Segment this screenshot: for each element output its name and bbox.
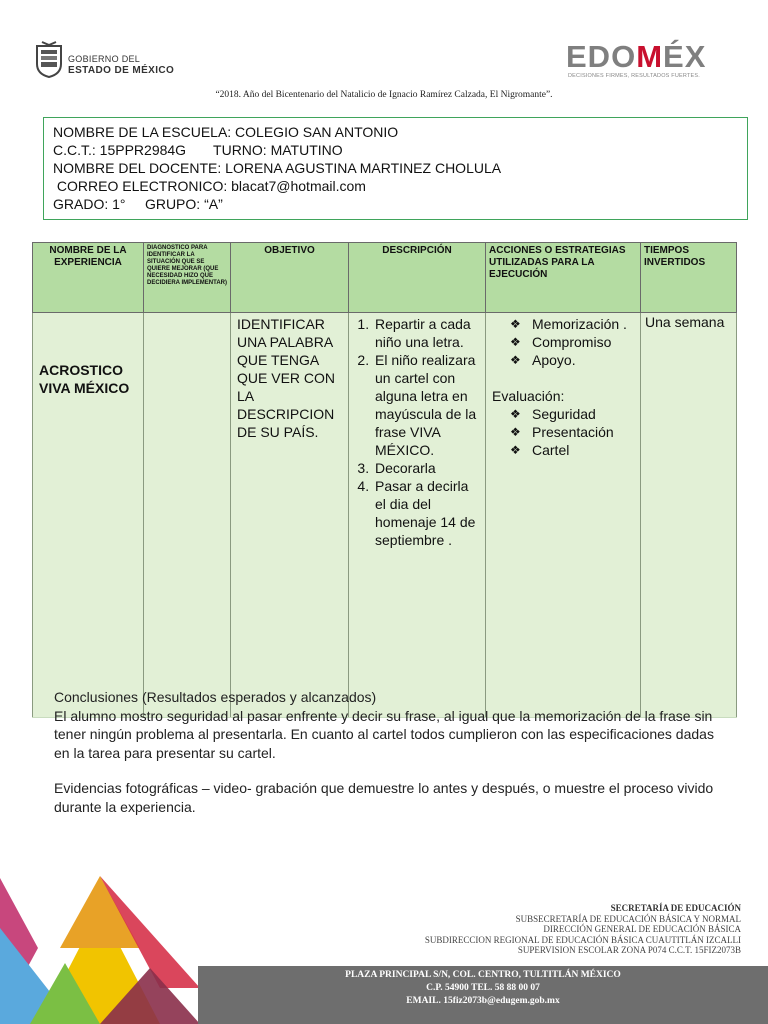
edomex-wordmark	[566, 40, 706, 74]
diamond-bullet-icon: ❖	[510, 317, 521, 331]
diamond-bullet-icon: ❖	[510, 335, 521, 349]
edomex-logo	[566, 40, 731, 84]
header-diagnosis: DIAGNOSTICO PARA IDENTIFICAR LA SITUACIÓN QUE SE QUIERE MEJORAR (QUE NECESIDAD HIZO QUE DECIDIERA IMPLEMENTAR)	[144, 243, 231, 313]
experience-table	[32, 242, 737, 718]
office-line: SUPERVISION ESCOLAR ZONA P074 C.C.T. 15FIZ2073B	[517, 945, 741, 955]
description-step: 1. Repartir a cada niño una letra.	[373, 315, 481, 351]
description-step: 2. El niño realizara un cartel con alguna letra en mayúscula de la frase VIVA MÉXICO.	[373, 351, 481, 459]
brand-tagline: DECISIONES FIRMES, RESULTADOS FUERTES.	[568, 73, 700, 79]
actions-cell	[486, 313, 641, 718]
description-step: 4. Pasar a decirla el dia del homenaje 14 de septiembre .	[373, 477, 481, 549]
evaluation-item	[510, 423, 636, 441]
objective-cell: IDENTIFICAR UNA PALABRA QUE TENGA QUE VER CON LA DESCRIPCION DE SU PAÍS.	[231, 313, 349, 718]
diamond-bullet-icon: ❖	[510, 443, 521, 457]
conclusions-section	[54, 688, 714, 762]
table-row	[33, 313, 737, 718]
evaluation-item	[510, 441, 636, 459]
evaluation-label-text: Presentación	[532, 424, 614, 440]
action-item	[510, 351, 636, 369]
footer-phone: C.P. 54900 TEL. 58 88 00 07	[426, 983, 540, 993]
time-cell: Una semana	[641, 313, 737, 718]
header-description: DESCRIPCIÓN	[349, 243, 486, 313]
teacher-name: NOMBRE DEL DOCENTE: LORENA AGUSTINA MARTINEZ CHOLULA	[53, 160, 502, 176]
footer-address: PLAZA PRINCIPAL S/N, COL. CENTRO, TULTITLÁN MÉXICO	[345, 970, 621, 980]
action-item	[510, 333, 636, 351]
header-actions: ACCIONES O ESTRATEGIAS UTILIZADAS PARA LA EJECUCIÓN	[486, 243, 641, 313]
gov-line1: GOBIERNO DEL	[68, 54, 141, 64]
teacher-email: CORREO ELECTRONICO: blacat7@hotmail.com	[53, 178, 366, 194]
evidence-text: Evidencias fotográficas – video- grabación que demuestre lo antes y después, o muestre el proceso vivido durante la experiencia.	[54, 780, 714, 815]
brand-suffix: ÉX	[663, 39, 707, 74]
diamond-bullet-icon: ❖	[510, 425, 521, 439]
evaluation-label: Evaluación:	[492, 388, 565, 404]
actions-list	[490, 315, 636, 369]
conclusions-title: Conclusiones (Resultados esperados y alcanzados)	[54, 689, 377, 705]
cct-shift: C.C.T.: 15PPR2984G TURNO: MATUTINO	[53, 142, 343, 158]
footer-email: EMAIL. 15fiz2073b@edugem.gob.mx	[406, 996, 560, 1006]
school-info-box	[43, 117, 748, 220]
evaluation-label-text: Seguridad	[532, 406, 596, 422]
conclusions-text: El alumno mostro seguridad al pasar enfrente y decir su frase, al igual que la memorización de la frase sin tener ningún problema al presentarla. En cuanto al cartel todos cumplieron con las especificaciones dadas en la tarea para presentar su cartel.	[54, 707, 714, 761]
action-item	[510, 315, 636, 333]
footer-offices	[321, 903, 741, 956]
description-cell	[349, 313, 486, 718]
evaluation-item	[510, 405, 636, 423]
gov-line2: ESTADO DE MÉXICO	[68, 65, 175, 76]
state-emblem-icon	[34, 40, 64, 78]
brand-prefix: EDO	[566, 39, 637, 74]
diagnosis-cell	[144, 313, 231, 718]
brand-mid: M	[636, 39, 664, 74]
office-line: SUBDIRECCION REGIONAL DE EDUCACIÓN BÁSICA CUAUTITLÁN IZCALLI	[424, 934, 741, 945]
header-objective: OBJETIVO	[231, 243, 349, 313]
table-header-row	[33, 243, 737, 313]
footer-contact	[198, 969, 768, 1008]
description-step: 3. Decorarla	[373, 459, 481, 477]
header-experience: NOMBRE DE LA EXPERIENCIA	[33, 243, 144, 313]
action-label: Compromiso	[532, 334, 612, 350]
school-name: NOMBRE DE LA ESCUELA: COLEGIO SAN ANTONIO	[53, 124, 399, 140]
description-steps	[351, 315, 481, 549]
evaluation-list	[490, 405, 636, 459]
year-motto: “2018. Año del Bicentenario del Natalicio de Ignacio Ramírez Calzada, El Nigromante”.	[215, 90, 553, 100]
grade-group: GRADO: 1° GRUPO: “A”	[53, 196, 223, 212]
header-time: TIEMPOS INVERTIDOS	[641, 243, 737, 313]
experience-name: ACROSTICO VIVA MÉXICO	[33, 313, 144, 718]
office-line: DIRECCIÓN GENERAL DE EDUCACIÓN BÁSICA	[543, 924, 741, 934]
diamond-bullet-icon: ❖	[510, 353, 521, 367]
gobierno-logo	[34, 40, 184, 82]
action-label: Apoyo.	[532, 352, 576, 368]
action-label: Memorización .	[532, 316, 627, 332]
diamond-bullet-icon: ❖	[510, 407, 521, 421]
office-line: SUBSECRETARÍA DE EDUCACIÓN BÁSICA Y NORMAL	[515, 913, 741, 924]
evaluation-label-text: Cartel	[532, 442, 570, 458]
office-line: SECRETARÍA DE EDUCACIÓN	[610, 903, 741, 913]
